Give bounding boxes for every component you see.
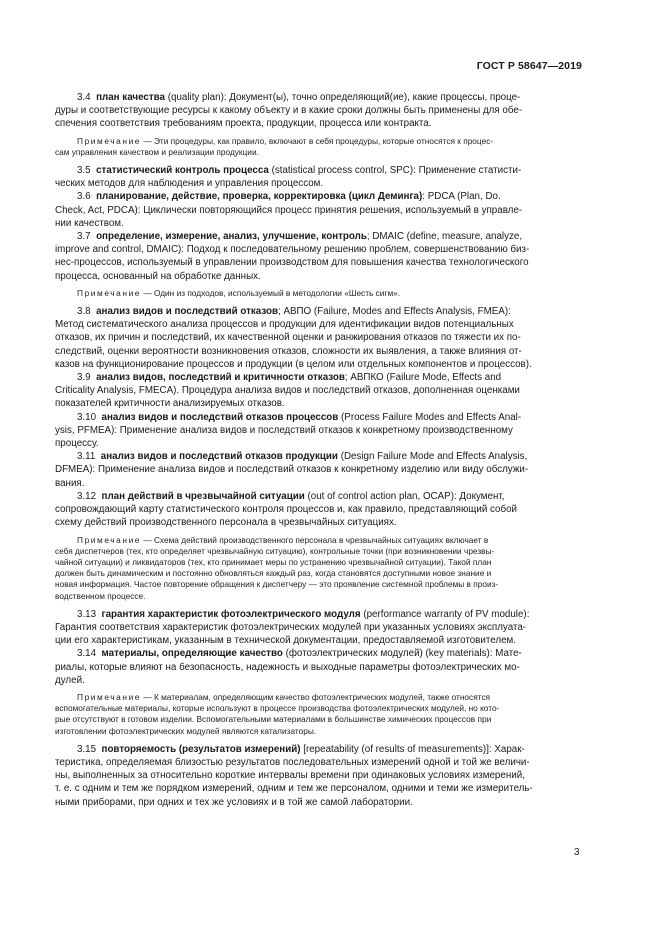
note-3-7 <box>55 288 585 299</box>
term-line: процессу. <box>55 438 99 450</box>
term-line: ysis, PFMEA): Применение анализа видов и последствий отказов к конкретному производственному <box>55 424 513 436</box>
term-3-6 <box>55 190 585 230</box>
standard-header: ГОСТ Р 58647—2019 <box>476 60 582 72</box>
term-line: improve and control, DMAIC): Подход к последовательному решению проблем, совершенствованию биз- <box>55 244 530 256</box>
term-line: (performance warranty of PV module): <box>360 608 530 620</box>
term-line: Check, Act, PDCA): Циклически повторяющийся процесс принятия решения, используемый в управле- <box>55 204 523 216</box>
term-3-12 <box>55 490 585 530</box>
term-number: 3.12 <box>77 490 97 502</box>
term-line: следствий, оценки вероятности возникновения отказов, сложности их выявления, а также влияния от- <box>55 345 522 357</box>
term-number: 3.15 <box>77 743 97 755</box>
term-line: (statistical process control, SPC): Применение статисти- <box>268 165 522 177</box>
note-label: Примечание <box>77 534 142 545</box>
term-name: статистический контроль процесса <box>96 165 269 177</box>
term-number: 3.11 <box>77 451 96 463</box>
term-number: 3.10 <box>77 411 97 423</box>
term-line: (quality plan): Документ(ы), точно определяющий(ие), какие процессы, проце- <box>165 92 521 103</box>
term-line: риалы, которые влияют на безопасность, надежность и выходные параметры фотоэлектрических мо- <box>55 661 520 673</box>
term-number: 3.8 <box>77 306 91 318</box>
note-label: Примечание <box>77 691 142 702</box>
term-line: схему действий производственного персонала в чрезвычайных ситуациях. <box>55 517 397 529</box>
term-line: ции его характеристикам, указанным в технической документации, предоставляемой изготовителем. <box>55 635 516 647</box>
term-line: отказов, их причин и последствий, их качественной оценки и ранжирования отказов по тяжести их по- <box>55 332 521 344</box>
note-line: новая информация. Частое повторение обращения к диспетчеру — это проявление системной проблемы в произ- <box>55 579 499 590</box>
note-3-14 <box>55 692 585 737</box>
term-line: (Process Failure Modes and Effects Anal- <box>338 411 522 423</box>
term-line: (фотоэлектрических модулей) (key materials): Мате- <box>282 648 522 660</box>
page-number: 3 <box>574 847 580 858</box>
term-line: Criticality Analysis, FMECA). Процедура анализа видов и последствий отказов, дополненная оценками <box>55 385 520 397</box>
term-line: (out of control action plan, OCAP): Документ, <box>304 490 505 502</box>
term-line: [repeatability (of results of measurements)]: Харак- <box>300 743 525 755</box>
term-line: Метод систематического анализа процессов и продукции для идентификации видов потенциальных <box>55 319 514 331</box>
term-line: ными приборами, при одних и тех же условиях и в той же самой лаборатории. <box>55 796 413 808</box>
note-line: изготовлении фотоэлектрических модулей являются катализаторы. <box>55 725 317 736</box>
term-line: теристика, определяемая близостью результатов последовательных измерений одной и той же величи- <box>55 756 530 768</box>
note-line: — К материалам, определяющим качество фотоэлектрических модулей, также относятся <box>141 691 491 702</box>
note-3-4 <box>55 136 585 158</box>
note-label: Примечание <box>77 135 142 146</box>
note-line: сам управления качеством и реализации продукции. <box>55 146 259 157</box>
term-line: сопровождающий карту статистического контроля процессов и, как правило, представляющий собой <box>55 504 518 516</box>
term-number: 3.4 <box>77 92 91 103</box>
term-number: 3.5 <box>77 165 91 177</box>
term-number: 3.6 <box>77 191 91 203</box>
term-3-9 <box>55 371 585 411</box>
note-line: водственном процессе. <box>55 590 146 601</box>
term-line: ; АВПКО (Failure Mode, Effects and <box>344 372 502 384</box>
term-number: 3.13 <box>77 608 97 620</box>
term-3-10 <box>55 411 585 451</box>
note-line: вспомогательные материалы, которые используют в процессе производства фотоэлектрических модулей, но кото- <box>55 703 500 714</box>
term-name: анализ видов и последствий отказов <box>96 306 278 318</box>
term-line: дулей. <box>55 674 85 686</box>
term-line: процесса, основанный на обработке данных. <box>55 270 261 282</box>
note-line: чайной ситуации) и ликвидаторов (тех, кто принимает меры по устранению чрезвычайной ситуации). Такой план <box>55 556 492 567</box>
document-body <box>55 91 585 809</box>
term-line: спечения соответствия требованиям проекта, продукции, процесса или контракта. <box>55 118 432 130</box>
term-number: 3.9 <box>77 372 91 384</box>
term-3-7 <box>55 230 585 283</box>
term-line: показателей критичности анализируемых отказов. <box>55 398 285 410</box>
note-label: Примечание <box>77 287 142 298</box>
term-line: т. е. с одним и тем же порядком измерений, одним и тем же персоналом, одними и теми же измеритель- <box>55 783 533 795</box>
term-line: ческих методов для наблюдения и управления процессом. <box>55 178 324 190</box>
term-3-4-text <box>55 91 585 131</box>
term-line: : PDCA (Plan, Do. <box>422 191 501 203</box>
term-name: анализ видов и последствий отказов процессов <box>101 411 339 423</box>
term-name: план качества <box>96 92 166 103</box>
term-name: анализ видов и последствий отказов продукции <box>100 451 338 463</box>
term-3-5 <box>55 164 585 190</box>
term-line: нес-процессов, используемый в управлении производством для повышения качества технологического <box>55 257 529 269</box>
note-line: должен быть динамическим и постоянно обновляться каждый раз, когда становятся доступными новое знание и <box>55 568 492 579</box>
term-number: 3.7 <box>77 231 91 243</box>
term-3-11 <box>55 450 585 490</box>
term-line: ; АВПО (Failure, Modes and Effects Analysis, FMEA): <box>278 306 511 318</box>
term-3-13 <box>55 608 585 648</box>
note-line: — Эти процедуры, как правило, включают в себя процедуры, которые относятся к процес- <box>141 135 494 146</box>
note-line: себя диспетчеров (тех, кто определяет чрезвычайную ситуацию), контрольные точки (при возникновении чрезвы- <box>55 545 495 556</box>
term-number: 3.14 <box>77 648 97 660</box>
term-line: нии качеством. <box>55 217 124 229</box>
term-line: вания. <box>55 477 85 489</box>
note-3-12 <box>55 535 585 602</box>
term-name: гарантия характеристик фотоэлектрического модуля <box>101 608 361 620</box>
note-line: — Схема действий производственного персонала в чрезвычайных ситуациях включает в <box>141 534 489 545</box>
term-line: дуры и соответствующие ресурсы к какому объекту и в какие сроки должны быть применены для обе- <box>55 105 523 117</box>
note-line: рые отсутствуют в готовом изделии. Вспомогательными материалами в большинстве химических процессов при <box>55 714 492 725</box>
term-name: повторяемость (результатов измерений) <box>101 743 301 755</box>
term-3-8 <box>55 305 585 371</box>
term-name: определение, измерение, анализ, улучшение, контроль <box>96 231 367 243</box>
term-name: планирование, действие, проверка, корректировка (цикл Деминга) <box>96 191 423 203</box>
term-3-15 <box>55 743 585 809</box>
term-line: казов на функционирование процессов и продукции (в целом или отдельных компонентов и процессов). <box>55 358 532 370</box>
term-3-14 <box>55 647 585 687</box>
term-name: план действий в чрезвычайной ситуации <box>101 490 305 502</box>
term-line: ны, выполненных за относительно короткие интервалы времени при одинаковых условиях измерений, <box>55 770 525 782</box>
term-name: анализ видов, последствий и критичности отказов <box>96 372 345 384</box>
note-line: — Один из подходов, используемый в методологии «Шесть сигм». <box>141 287 401 298</box>
term-line: (Design Failure Mode and Effects Analysis, <box>337 451 528 463</box>
term-line: DFMEA): Применение анализа видов и последствий отказов к конкретному изделию или виду обслужи- <box>55 464 529 476</box>
term-name: материалы, определяющие качество <box>101 648 283 660</box>
term-line: ; DMAIC (define, measure, analyze, <box>366 231 523 243</box>
term-line: Гарантия соответствия характеристик фотоэлектрических модулей при указанных условиях эксплуата- <box>55 621 527 633</box>
